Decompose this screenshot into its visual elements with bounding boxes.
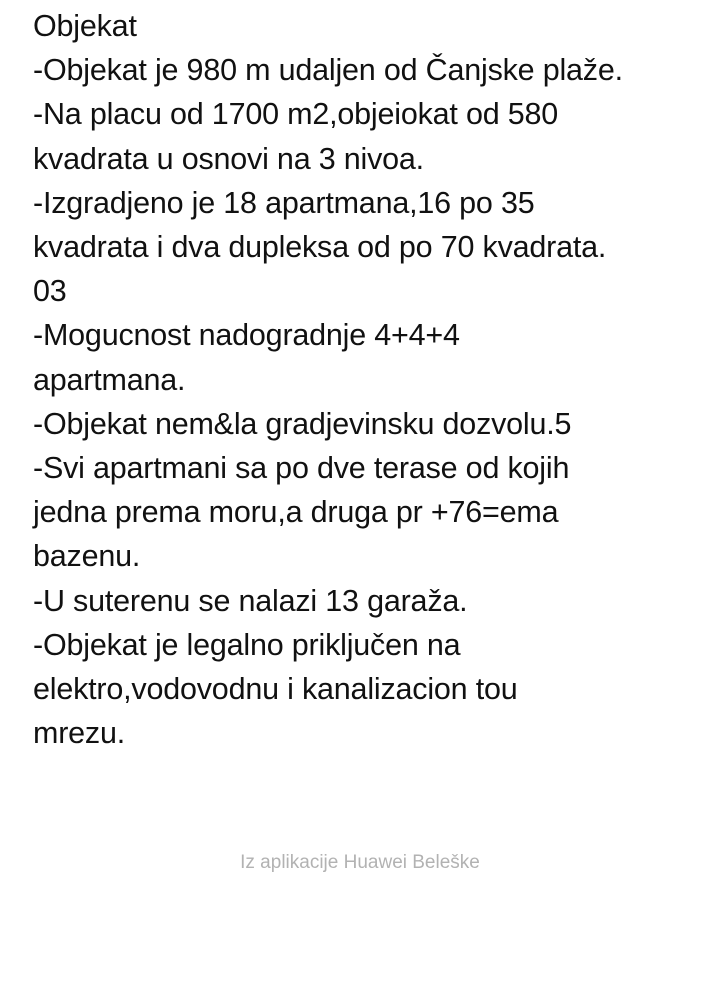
note-content <box>33 4 713 755</box>
note-line: -Objekat nem&la gradjevinsku dozvolu.5 <box>33 406 572 441</box>
note-line: -Svi apartmani sa po dve terase od kojih <box>33 451 570 486</box>
note-line: -Mogucnost nadogradnje 4+4+4 <box>33 318 460 353</box>
note-line: -Objekat je 980 m udaljen od Čanjske plaže. <box>33 53 623 88</box>
note-line: elektro,vodovodnu i kanalizacion tou <box>33 672 518 707</box>
note-line: 03 <box>33 274 67 309</box>
note-line: -Na placu od 1700 m2,objeiokat od 580 <box>33 97 559 132</box>
note-line: apartmana. <box>33 362 186 397</box>
note-line: -Izgradjeno je 18 apartmana,16 po 35 <box>33 185 535 220</box>
note-line: -U suterenu se nalazi 13 garaža. <box>33 583 468 618</box>
note-line: bazenu. <box>33 539 141 574</box>
note-line: -Objekat je legalno priključen na <box>33 627 461 662</box>
note-line: jedna prema moru,a druga pr +76=ema <box>33 495 559 530</box>
note-line: kvadrata i dva dupleksa od po 70 kvadrata. <box>33 230 607 265</box>
app-attribution-footer: Iz aplikacije Huawei Beleške <box>240 852 480 873</box>
note-line: mrezu. <box>33 716 126 751</box>
note-title: Objekat <box>33 9 137 43</box>
note-line: kvadrata u osnovi na 3 nivoa. <box>33 141 424 176</box>
